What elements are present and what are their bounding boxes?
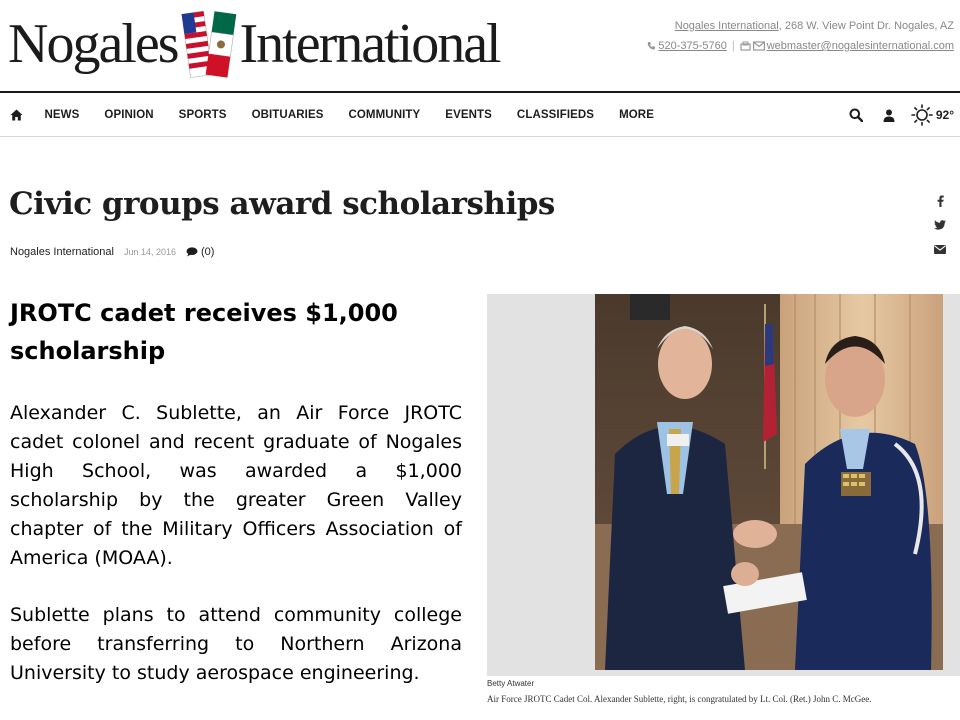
address-text: , 268 W. View Point Dr. Nogales, AZ — [778, 20, 954, 32]
address-link[interactable]: Nogales International — [674, 20, 779, 32]
main-nav — [0, 91, 960, 137]
weather-widget[interactable] — [911, 104, 954, 126]
article-subhead: JROTC cadet receives $1,000 scholarship — [10, 299, 398, 365]
nav-classifieds[interactable]: CLASSIFIEDS — [516, 109, 595, 121]
user-icon[interactable] — [883, 109, 895, 122]
article-photo[interactable] — [595, 294, 943, 670]
contact-info: Nogales International, 268 W. View Point Dr. Nogales, AZ 520-375-5760 | webmaster@nogalesinternational.com — [646, 16, 954, 56]
twitter-icon[interactable] — [932, 217, 948, 233]
weather-temperature: 92° — [935, 108, 954, 122]
author-link[interactable]: Nogales International — [10, 246, 114, 258]
share-bar — [932, 193, 948, 265]
nav-more[interactable]: MORE — [619, 109, 654, 121]
photo-credit: Betty Atwater — [487, 679, 535, 688]
nav-community[interactable]: COMMUNITY — [348, 109, 421, 121]
sun-icon — [911, 104, 933, 126]
article-paragraph: Alexander C. Sublette, an Air Force JROTC cadet colonel and recent graduate of Nogales High School, was awarded a $1,000 scholarship by the greater Green Valley chapter of the Military Officers Association of America (MOAA). — [10, 402, 462, 569]
facebook-icon[interactable] — [932, 193, 948, 209]
publish-date: Jun 14, 2016 — [123, 247, 177, 257]
nav-sports[interactable]: SPORTS — [178, 109, 227, 121]
search-icon[interactable] — [849, 108, 863, 122]
article-headline: Civic groups award scholarships — [9, 186, 555, 222]
site-logo[interactable] — [8, 4, 500, 84]
email-link[interactable]: webmaster@nogalesinternational.com — [766, 40, 954, 52]
home-icon[interactable] — [0, 93, 32, 137]
article-paragraph: Sublette plans to attend community college before transferring to Northern Arizona University to study aerospace engineering. — [10, 604, 462, 684]
photo-container — [487, 294, 960, 676]
flags-logo-icon — [180, 4, 238, 84]
nav-obituaries[interactable]: OBITUARIES — [251, 109, 324, 121]
fax-icon — [740, 41, 751, 51]
photo-caption: Air Force JROTC Cadet Col. Alexander Sublette, right, is congratulated by Lt. Col. (Ret.) John C. McGee. — [487, 694, 872, 704]
phone-icon — [646, 41, 656, 51]
byline — [10, 246, 214, 258]
comment-count: (0) — [201, 246, 215, 258]
logo-text-left: Nogales — [8, 13, 178, 75]
phone-link[interactable]: 520-375-5760 — [658, 40, 727, 52]
comment-icon — [186, 247, 198, 257]
email-icon[interactable] — [932, 241, 948, 257]
nav-opinion[interactable]: OPINION — [104, 109, 154, 121]
comments-link[interactable] — [186, 246, 214, 258]
nav-events[interactable]: EVENTS — [445, 109, 492, 121]
nav-news[interactable]: NEWS — [44, 109, 80, 121]
envelope-icon — [753, 41, 765, 51]
logo-text-right: International — [239, 13, 500, 75]
masthead — [0, 0, 960, 91]
